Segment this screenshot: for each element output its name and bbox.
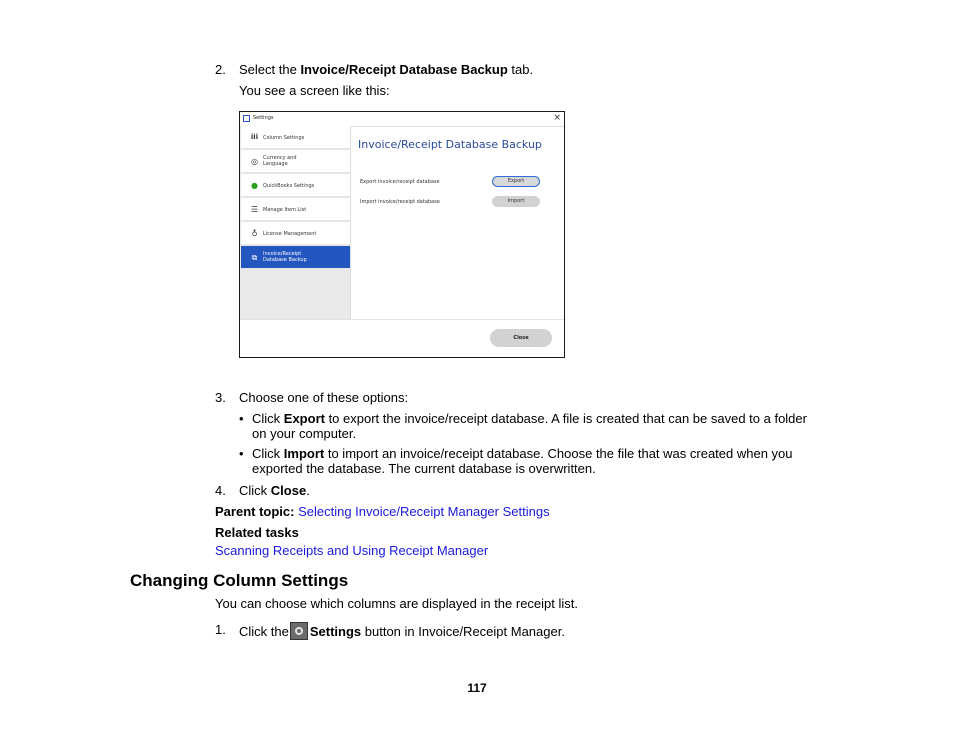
parent-topic-label: Parent topic:: [215, 504, 295, 519]
section-step-1-bold: Settings: [309, 624, 362, 639]
settings-gear-icon: [290, 622, 308, 640]
parent-topic-link[interactable]: Selecting Invoice/Receipt Manager Settings: [298, 504, 550, 519]
window-title: Settings: [253, 115, 274, 121]
section-step-1-number: 1.: [215, 622, 226, 637]
section-step-1-text: [239, 622, 565, 640]
sidebar-item-label: Manage Item List: [263, 207, 307, 213]
globe-icon: ◎: [251, 157, 258, 166]
footer-divider: [240, 319, 564, 320]
bullet-import-post: to import an invoice/receipt database. Choose the file that was created when you: [324, 446, 793, 461]
close-button: Close: [490, 329, 552, 347]
sidebar-item-label: Invoice/Receipt Database Backup: [263, 251, 307, 263]
step-2-bold: Invoice/Receipt Database Backup: [300, 62, 508, 77]
bullet-icon: •: [239, 411, 244, 426]
bullet-export-line1: [252, 411, 807, 427]
bullet-icon: •: [239, 446, 244, 461]
settings-sidebar: [240, 126, 351, 319]
content-title: Invoice/Receipt Database Backup: [358, 138, 542, 151]
step-4-bold: Close: [270, 483, 307, 498]
app-icon: [243, 115, 250, 122]
step-2-post: tab.: [507, 62, 534, 77]
sidebar-item-label: Column Settings: [263, 135, 305, 141]
step-4-text: [239, 483, 310, 499]
step-4-number: 4.: [215, 483, 226, 498]
step-2-number: 2.: [215, 62, 226, 77]
step-2-text: [239, 62, 533, 78]
bullet-export-bold: Export: [283, 411, 325, 426]
step-2-subtext: You see a screen like this:: [239, 83, 390, 98]
related-tasks-label: Related tasks: [215, 525, 299, 540]
related-task-link[interactable]: Scanning Receipts and Using Receipt Manager: [215, 543, 489, 558]
section-intro: You can choose which columns are displayed in the receipt list.: [215, 596, 579, 611]
bullet-export-post: to export the invoice/receipt database. A file is created that can be saved to a folder: [324, 411, 807, 426]
settings-screenshot: [239, 111, 565, 358]
sidebar-item-database-backup: [241, 246, 351, 269]
import-label: Import invoice/receipt database: [360, 199, 440, 205]
parent-topic: [215, 504, 550, 520]
sidebar-item-currency-language: [241, 150, 351, 173]
bullet-import-pre: Click: [252, 446, 284, 461]
columns-icon: iii: [250, 133, 259, 141]
close-icon: ×: [553, 113, 561, 123]
sidebar-item-quickbooks: [241, 174, 351, 197]
sidebar-item-license: [241, 222, 351, 245]
bullet-import-line1: [252, 446, 793, 462]
section-heading: Changing Column Settings: [130, 571, 349, 590]
section-step-1-pre: Click the: [239, 624, 289, 639]
import-button: Import: [492, 196, 540, 207]
page-number: 117: [467, 681, 487, 695]
database-backup-icon: ⧉: [251, 253, 258, 262]
export-button: Export: [492, 176, 540, 187]
step-3-text: Choose one of these options:: [239, 390, 409, 405]
bullet-import-line2: exported the database. The current database is overwritten.: [252, 461, 596, 476]
sidebar-item-manage-item-list: [241, 198, 351, 221]
step-3-number: 3.: [215, 390, 226, 405]
sidebar-item-label: QuickBooks Settings: [263, 183, 315, 189]
export-label: Export invoice/receipt database: [360, 179, 440, 185]
bullet-export-line2: on your computer.: [252, 426, 357, 441]
quickbooks-icon: ●: [251, 181, 258, 190]
step-4-post: .: [306, 483, 310, 498]
sidebar-item-label: Currency and Language: [263, 155, 297, 167]
window-titlebar: [240, 112, 564, 127]
bullet-export-pre: Click: [252, 411, 284, 426]
sidebar-divider: [350, 126, 351, 319]
bullet-import-bold: Import: [283, 446, 325, 461]
step-4-pre: Click: [239, 483, 271, 498]
list-icon: ☰: [250, 205, 259, 214]
sidebar-item-column-settings: [241, 126, 351, 149]
sidebar-item-label: License Management: [263, 231, 317, 237]
section-step-1-post: button in Invoice/Receipt Manager.: [361, 624, 565, 639]
lightbulb-icon: ♁: [251, 229, 258, 238]
step-2-pre: Select the: [239, 62, 301, 77]
